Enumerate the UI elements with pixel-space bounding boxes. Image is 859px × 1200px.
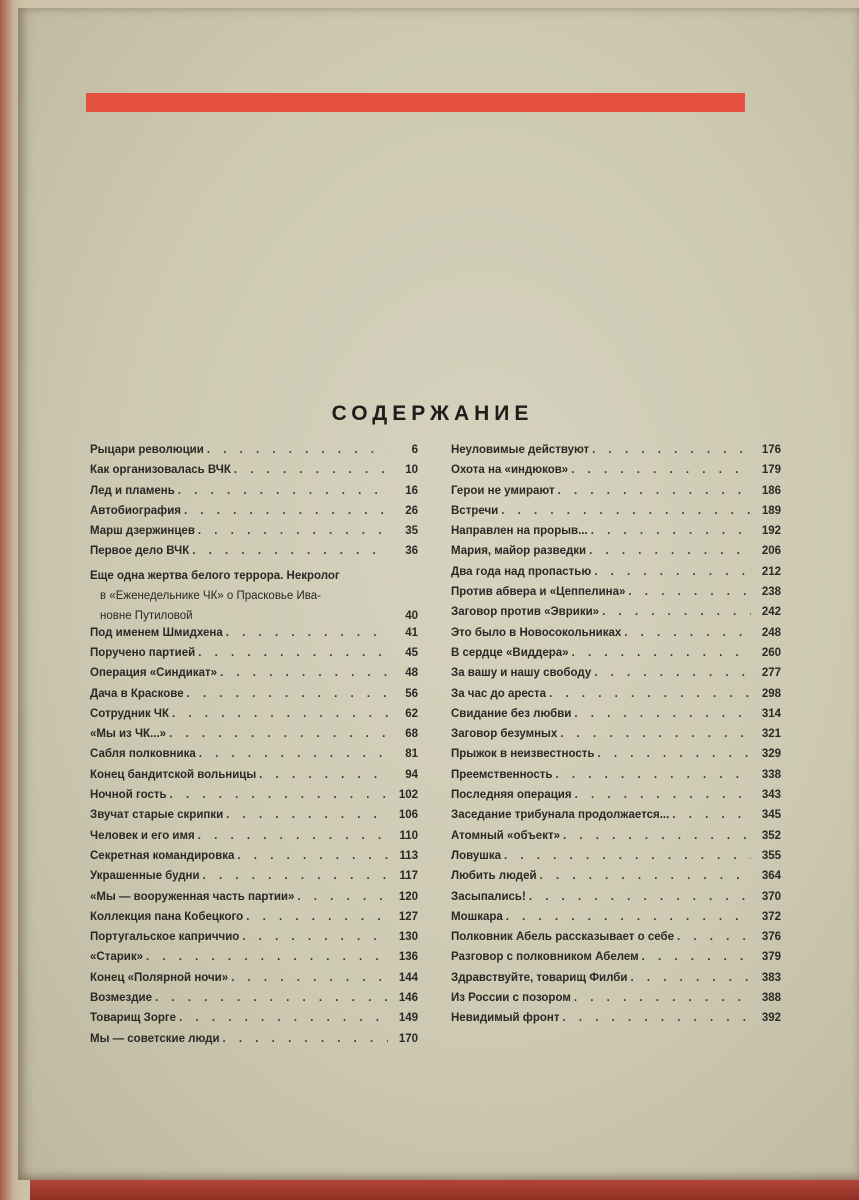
dot-leader [175,485,388,497]
toc-entry-title: За вашу и нашу свободу [451,667,592,680]
toc-entry [451,951,781,971]
toc-entry-title: Секретная командировка [90,849,235,862]
toc-page-number: 329 [761,748,781,761]
toc-page-number: 106 [398,809,418,822]
toc-entry [451,545,781,565]
toc-page-number: 16 [405,484,418,497]
toc-entry [90,667,418,687]
dot-leader [195,830,388,842]
toc-page-number: 68 [405,728,418,741]
dot-leader [553,769,752,781]
toc-entry-title: Мошкара [451,910,503,923]
toc-page-number: 102 [398,789,418,802]
toc-entry [90,769,418,789]
toc-entry-title: Возмездие [90,992,152,1005]
toc-entry [451,728,781,748]
toc-page-number: 192 [761,525,781,538]
toc-page-number: 186 [761,484,781,497]
toc-entry-title-continued [90,606,418,626]
toc-left-column [90,444,418,1053]
toc-page-number: 40 [405,610,418,623]
toc-entry-title: Засыпались! [451,890,526,903]
dot-leader [526,891,751,903]
toc-entry [90,728,418,748]
toc-entry-title: Любить людей [451,870,537,883]
toc-page-number: 238 [761,586,781,599]
dot-leader [594,748,751,760]
toc-entry-title: Под именем Шмидхена [90,626,223,639]
toc-entry-title: За час до ареста [451,687,547,700]
toc-page-number: 376 [761,931,781,944]
dot-leader [143,951,388,963]
toc-entry-title: Невидимый фронт [451,1012,560,1025]
dot-leader [152,992,388,1004]
dot-leader [169,708,388,720]
toc-entry [90,464,418,484]
toc-entry-title: Автобиография [90,504,181,517]
toc-page-number: 392 [761,1012,781,1025]
toc-entry [451,647,781,667]
toc-entry-title: «Мы из ЧК...» [90,728,167,741]
toc-entry [451,464,781,484]
toc-page-number: 10 [405,464,418,477]
toc-page-number: 248 [761,626,781,639]
decorative-red-bar [86,93,745,112]
toc-entry-title: Конец бандитской вольницы [90,768,257,781]
toc-entry-title: Заседание трибунала продолжается... [451,809,670,822]
toc-page-number: 136 [398,951,418,964]
toc-entry [90,748,418,768]
toc-entry-title: Конец «Полярной ночи» [90,971,229,984]
toc-entry [90,1033,418,1053]
toc-entry [90,992,418,1012]
dot-leader [621,627,751,639]
dot-leader [627,972,751,984]
toc-page-number: 388 [761,992,781,1005]
toc-entry [90,911,418,931]
dot-leader [588,525,751,537]
toc-entry [451,809,781,829]
toc-entry-title: Свидание без любви [451,707,572,720]
toc-entry-title: Встречи [451,504,499,517]
dot-leader [572,789,751,801]
toc-entry-title: Прыжок в неизвестность [451,748,595,761]
dot-leader [231,464,388,476]
toc-entry [90,505,418,525]
dot-leader [166,728,388,740]
toc-page-number: 212 [761,565,781,578]
toc-entry-title: Неуловимые действуют [451,444,590,456]
dot-leader [546,688,751,700]
toc-entry [90,850,418,870]
toc-entry-title: Сотрудник ЧК [90,707,170,720]
toc-entry-title: Мы — советские люди [90,1032,220,1045]
dot-leader [189,545,388,557]
dot-leader [223,627,388,639]
dot-leader [591,667,751,679]
toc-page-number: 56 [405,687,418,700]
toc-entry-title: Украшенные будни [90,870,200,883]
dot-leader [256,769,388,781]
toc-entry [451,850,781,870]
toc-entry [90,809,418,829]
toc-entry [451,505,781,525]
toc-entry-title: Сабля полковника [90,748,196,761]
toc-page-number: 144 [398,971,418,984]
toc-entry [90,545,418,565]
dot-leader [599,606,751,618]
toc-entry [90,485,418,505]
toc-entry-title: Человек и его имя [90,829,195,842]
toc-entry-title-end: новне Путиловой [100,610,193,623]
toc-entry-title: Полковник Абель рассказывает о себе [451,931,674,944]
toc-entry [90,444,418,464]
toc-page-number: 383 [761,971,781,984]
toc-page-number: 372 [761,910,781,923]
toc-entry [90,627,418,647]
toc-entry [451,525,781,545]
toc-entry [90,566,418,627]
toc-page-number: 189 [761,504,781,517]
toc-page-number: 277 [761,667,781,680]
toc-entry-title: Операция «Синдикат» [90,667,218,680]
toc-entry-title: Атомный «объект» [451,829,560,842]
toc-entry-title: Дача в Краскове [90,687,184,700]
toc-entry-title: Против абвера и «Цеппелина» [451,586,626,599]
toc-entry [451,485,781,505]
toc-entry-title: Разговор с полковником Абелем [451,951,639,964]
dot-leader [204,444,388,456]
toc-entry-title: Первое дело ВЧК [90,545,190,558]
dot-leader [501,850,751,862]
dot-leader [228,972,388,984]
toc-entry-title: Рыцари революции [90,444,204,456]
toc-page-number: 45 [405,646,418,659]
dot-leader [555,485,751,497]
toc-entry-title: Из России с позором [451,992,571,1005]
toc-page-number: 26 [405,504,418,517]
toc-entry [90,830,418,850]
page-title: СОДЕРЖАНИЕ [331,402,534,425]
toc-entry [451,769,781,789]
dot-leader [176,1012,388,1024]
toc-entry [451,1012,781,1032]
toc-entry-title: Португальское каприччио [90,931,240,944]
toc-page-number: 81 [405,748,418,761]
toc-page-number: 48 [405,667,418,680]
dot-leader [571,992,751,1004]
toc-entry [451,444,781,464]
toc-entry [451,627,781,647]
toc-entry-title: Как организовалась ВЧК [90,464,231,477]
toc-entry [451,688,781,708]
toc-entry-title: Заговор против «Эврики» [451,606,600,619]
toc-page-number: 6 [411,444,418,456]
toc-page-number: 127 [398,910,418,923]
toc-entry-title: Направлен на прорыв... [451,525,588,538]
toc-page-number: 117 [399,870,418,883]
toc-entry-title: «Старик» [90,951,143,964]
dot-leader [571,708,751,720]
toc-entry [90,891,418,911]
toc-page-number: 343 [761,789,781,802]
toc-entry [451,667,781,687]
toc-entry [90,931,418,951]
toc-entry-title: Герои не умирают [451,484,555,497]
dot-leader [196,748,388,760]
toc-entry [451,830,781,850]
dot-leader [568,464,751,476]
toc-entry-title: Последняя операция [451,789,572,802]
toc-entry [451,748,781,768]
toc-page-number: 94 [405,768,418,781]
dot-leader [243,911,388,923]
dot-leader [217,667,388,679]
toc-entry [451,606,781,626]
toc-page-number: 146 [398,992,418,1005]
dot-leader [498,505,751,517]
toc-entry [451,972,781,992]
toc-page-number: 242 [761,606,781,619]
dot-leader [537,870,751,882]
toc-entry [90,688,418,708]
dot-leader [569,647,751,659]
toc-entry-title: Здравствуйте, товарищ Филби [451,971,628,984]
toc-page-number: 176 [761,444,781,456]
dot-leader [220,1033,388,1045]
toc-right-column [451,444,781,1033]
toc-entry [451,931,781,951]
toc-page-number: 170 [398,1032,418,1045]
toc-entry [451,586,781,606]
dot-leader [223,809,388,821]
dot-leader [674,931,751,943]
toc-page-number: 110 [399,829,418,842]
dot-leader [294,891,388,903]
toc-entry-title: Ловушка [451,849,502,862]
toc-entry [451,566,781,586]
toc-entry [451,992,781,1012]
toc-entry-title: Охота на «индюков» [451,464,569,477]
dot-leader [503,911,751,923]
toc-page-number: 35 [405,525,418,538]
toc-entry-title: В сердце «Виддера» [451,646,569,659]
dot-leader [589,444,751,456]
toc-page-number: 260 [761,646,781,659]
toc-entry [90,951,418,971]
dot-leader [234,850,388,862]
toc-entry-title: Коллекция пана Кобецкого [90,910,244,923]
toc-entry [451,891,781,911]
toc-entry-title: Лед и пламень [90,484,175,497]
toc-entry-title: Преемственность [451,768,553,781]
toc-entry [451,870,781,890]
toc-page-number: 36 [405,545,418,558]
dot-leader [560,1012,752,1024]
toc-page-number: 364 [761,870,781,883]
toc-entry-title: Это было в Новосокольниках [451,626,622,639]
toc-page-number: 130 [398,931,418,944]
dot-leader [195,525,388,537]
dot-leader [557,728,751,740]
cover-edge [30,1180,859,1200]
dot-leader [560,830,751,842]
toc-entry [90,708,418,728]
toc-entry-title: Два года над пропастью [451,565,592,578]
toc-page-number: 298 [761,687,781,700]
toc-entry [451,708,781,728]
dot-leader [239,931,388,943]
toc-entry-title: Ночной гость [90,789,167,802]
toc-page-number: 321 [761,728,781,741]
toc-entry [90,647,418,667]
toc-entry-title: Заговор безумных [451,728,558,741]
dot-leader [625,586,751,598]
toc-entry [90,972,418,992]
dot-leader [639,951,751,963]
toc-entry-title: Поручено партией [90,646,196,659]
toc-page-number: 345 [761,809,781,822]
toc-page-number: 113 [399,849,418,862]
toc-entry [451,911,781,931]
toc-entry [90,525,418,545]
toc-page-number: 314 [761,707,781,720]
dot-leader [591,566,751,578]
toc-page-number: 355 [761,849,781,862]
dot-leader [195,647,388,659]
toc-page-number: 370 [761,890,781,903]
toc-entry-title: Марш дзержинцев [90,525,195,538]
dot-leader [181,505,388,517]
dot-leader [669,809,751,821]
toc-entry-title: Товарищ Зорге [90,1012,177,1025]
toc-page-number: 338 [761,768,781,781]
toc-page-number: 379 [761,951,781,964]
dot-leader [200,870,388,882]
toc-page-number: 149 [398,1012,418,1025]
toc-page-number: 120 [398,890,418,903]
toc-page-number: 179 [761,464,781,477]
dot-leader [184,688,388,700]
toc-page-number: 41 [405,626,418,639]
toc-entry [451,789,781,809]
toc-entry-title: Мария, майор разведки [451,545,587,558]
toc-page-number: 206 [761,545,781,558]
toc-entry [90,789,418,809]
toc-entry-title: Еще одна жертва белого террора. Некролог [90,569,340,582]
dot-leader [586,545,751,557]
dot-leader [167,789,388,801]
toc-entry [90,870,418,890]
toc-page-number: 62 [405,707,418,720]
toc-entry-title-continued: в «Еженедельнике ЧК» о Прасковье Ива- [100,590,321,603]
toc-entry-title: Звучат старые скрипки [90,809,224,822]
toc-entry [90,1012,418,1032]
toc-entry-title: «Мы — вооруженная часть партии» [90,890,295,903]
toc-page-number: 352 [761,829,781,842]
